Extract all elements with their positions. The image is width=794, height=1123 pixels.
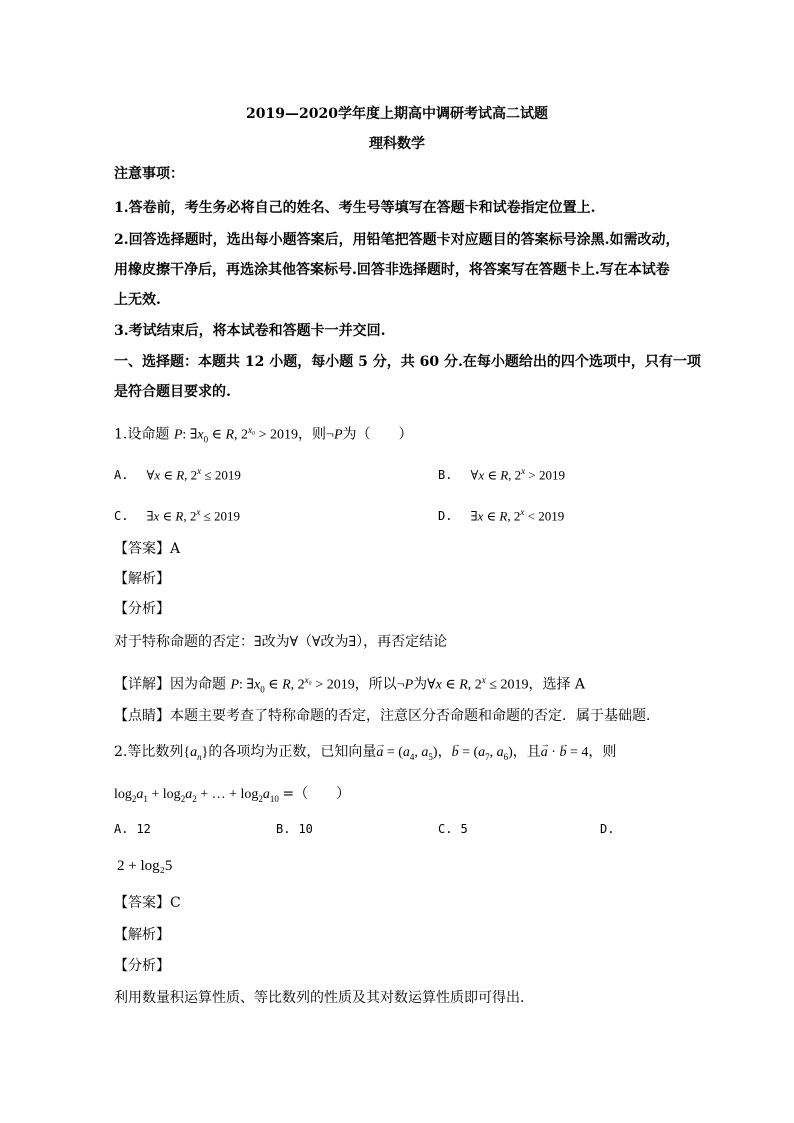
exam-subject: 理科数学 <box>369 136 425 152</box>
q1-option-d[interactable]: D. ∃x ∈ R, $2^x < 2019$ <box>438 507 565 524</box>
q1-comment: 【点睛】本题主要考查了特称命题的否定，注意区分否命题和命题的否定．属于基础题． <box>114 708 660 724</box>
note-2: 2.回答选择题时，选出每小题答案后，用铅笔把答题卡对应题目的答案标号涂黑.如需改动， <box>114 232 680 248</box>
note-1: 1.答卷前，考生务必将自己的姓名、考生号等填写在答题卡和试卷指定位置上. <box>114 200 596 216</box>
question-1-stem: 1.设命题 P: $\exists x_0$ ∈ R, $2^{x_0} > 2019$，则¬P为（ ） <box>114 425 413 445</box>
section-heading-cont: 是符合题目要求的. <box>114 384 231 400</box>
q1-analysis: 【解析】 <box>114 571 170 587</box>
q2-option-b[interactable]: B. 10 <box>276 822 313 836</box>
q1-option-a[interactable]: A. ∀x ∈ R, $2^x \le 2019$ <box>114 466 241 483</box>
q2-analysis: 【解析】 <box>114 927 170 943</box>
question-2-stem: 2.等比数列$\{a_n\}$的各项均为正数，已知向量→ $a = (a_4$, $a_5$)，→ $b = (a_7$, $a_6$)，且→ a · → b = 4，则 <box>114 742 616 767</box>
q2-option-d-value: 2 + log₂5 <box>117 858 173 874</box>
question-2-log-expr: $\log_2a_1 + \log_2a_2$ + … + $\log_2a_{10}$ =（ ） <box>114 786 351 804</box>
q2-option-d[interactable]: D. <box>600 822 615 836</box>
note-2-end: 上无效. <box>114 292 161 308</box>
q1-detail: 【详解】因为命题 P: $\exists x_0$ ∈ R, $2^{x_0} > 2019$，所以¬P为∀x ∈ R, $2^x \le 2019$，选择 A <box>114 675 586 695</box>
q1-fenxi-text: 对于特称命题的否定：∃改为∀（∀改为∃），再否定结论 <box>114 634 448 650</box>
note-3: 3.考试结束后，将本试卷和答题卡一并交回. <box>114 323 386 339</box>
q1-option-c[interactable]: C. ∃x ∈ R, $2^x \le 2019$ <box>114 507 241 524</box>
q1-answer: 【答案】A <box>114 541 181 557</box>
q2-fenxi-text: 利用数量积运算性质、等比数列的性质及其对数运算性质即可得出. <box>114 990 525 1006</box>
q2-fenxi: 【分析】 <box>114 958 170 974</box>
note-2-cont: 用橡皮擦干净后，再选涂其他答案标号.回答非选择题时，将答案写在答题卡上.写在本试卷 <box>114 262 670 278</box>
notes-heading: 注意事项： <box>114 166 184 182</box>
q1-fenxi: 【分析】 <box>114 601 170 617</box>
q2-answer: 【答案】C <box>114 895 181 911</box>
exam-title: 2019—2020学年度上期高中调研考试高二试题 <box>246 106 548 122</box>
q2-option-a[interactable]: A. 12 <box>114 822 151 836</box>
q1-option-b[interactable]: B. ∀x ∈ R, $2^x > 2019$ <box>438 466 566 483</box>
q2-option-c[interactable]: C. 5 <box>438 822 468 836</box>
section-heading: 一、选择题：本题共 12 小题，每小题 5 分，共 60 分.在每小题给出的四个选项中，只有一项 <box>114 354 701 370</box>
